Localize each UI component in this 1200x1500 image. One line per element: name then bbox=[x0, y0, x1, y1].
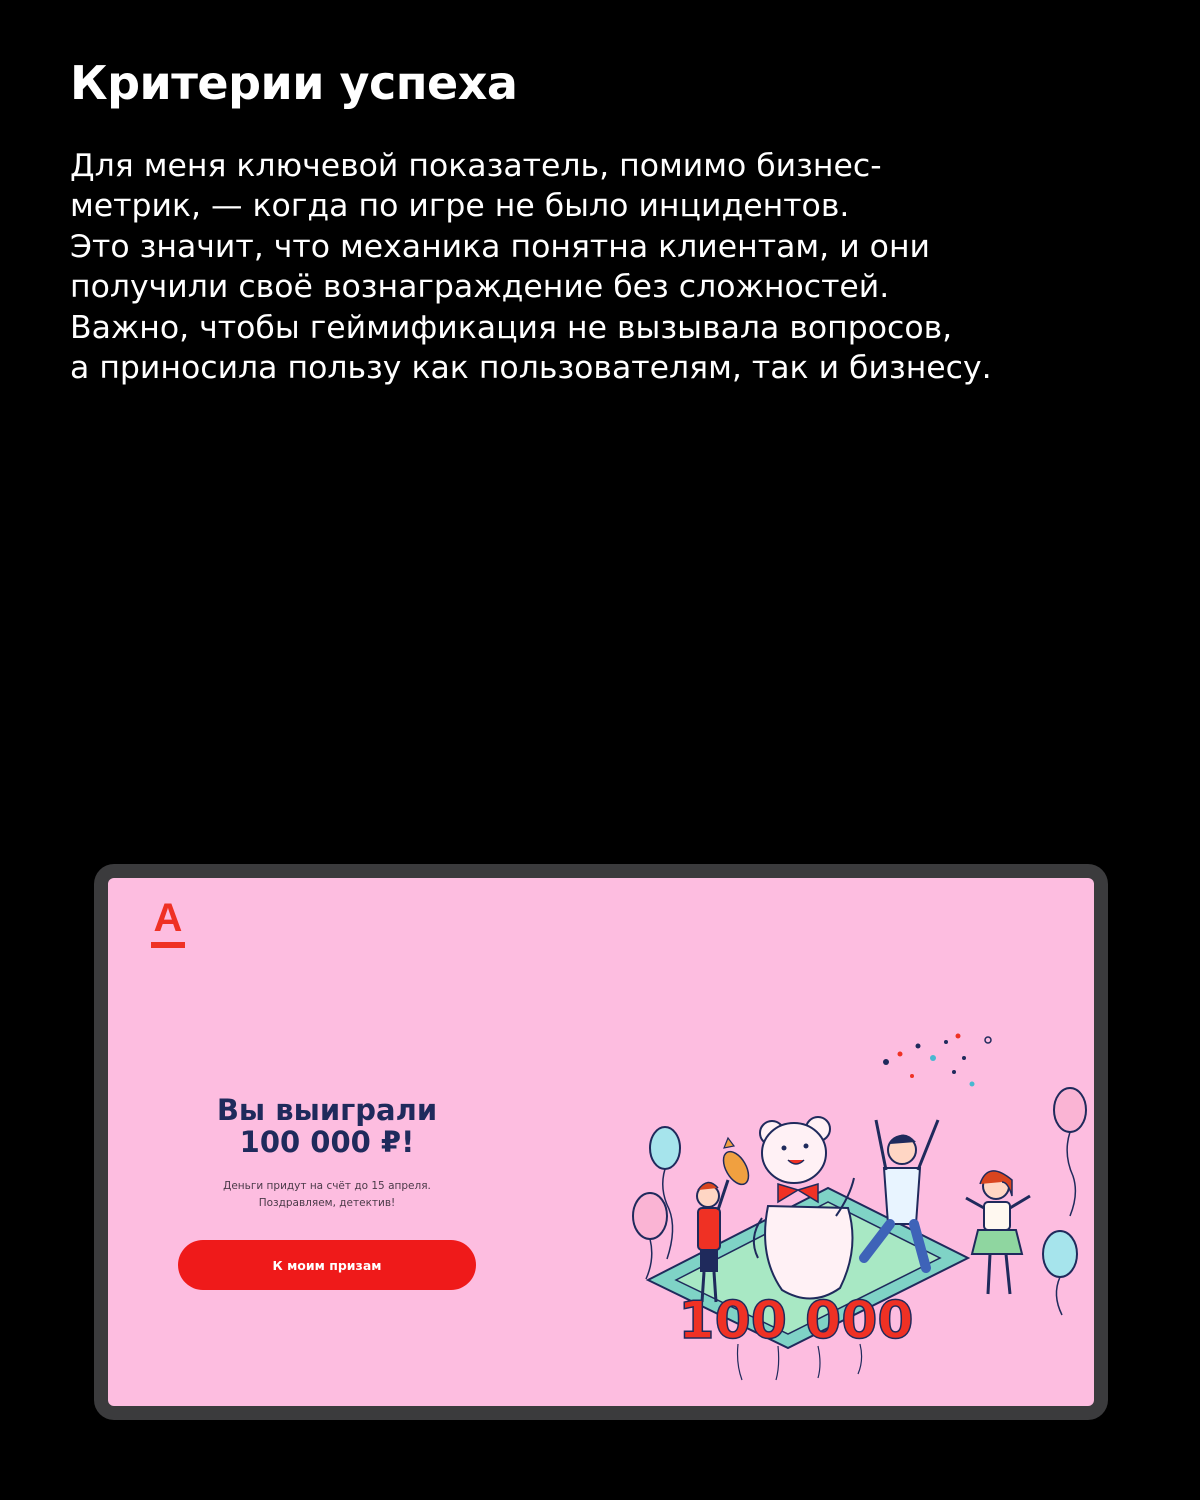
balloon-number-text: 100 000 bbox=[678, 1291, 914, 1351]
paragraph-line: метрик, — когда по игре не было инцидентов. bbox=[70, 188, 850, 225]
number-balloons bbox=[678, 1291, 913, 1380]
paragraph-line: Для меня ключевой показатель, помимо бизнес- bbox=[70, 148, 882, 184]
celebration-illustration bbox=[628, 1018, 1094, 1398]
win-title bbox=[168, 1094, 486, 1158]
paragraph-line: Это значит, что механика понятна клиентам, и они bbox=[70, 228, 931, 265]
win-subtitle-line: Поздравляем, детектив! bbox=[258, 1197, 396, 1209]
balloon-icon bbox=[633, 1193, 667, 1279]
cat-icon bbox=[718, 1138, 753, 1189]
confetti-icon bbox=[883, 1034, 991, 1087]
win-title-amount: 100 000 ₽! bbox=[239, 1125, 415, 1159]
balloon-icon bbox=[1043, 1231, 1077, 1315]
paragraph-line: а приносила пользу как пользователям, так и бизнесу. bbox=[70, 350, 992, 387]
alfa-logo-icon bbox=[148, 896, 188, 952]
paragraph-line: Важно, чтобы геймификация не вызывала вопросов, bbox=[70, 309, 953, 346]
win-screen bbox=[108, 878, 1094, 1406]
device-frame bbox=[94, 864, 1108, 1420]
article-paragraph bbox=[70, 146, 1150, 388]
win-subtitle-line: Деньги придут на счёт до 15 апреля. bbox=[223, 1180, 431, 1192]
person-icon bbox=[966, 1171, 1030, 1294]
logo-letter: А bbox=[153, 896, 183, 940]
logo-underline bbox=[151, 942, 185, 948]
paragraph-line: получили своё вознаграждение без сложностей. bbox=[70, 269, 890, 306]
my-prizes-button[interactable]: К моим призам bbox=[178, 1240, 476, 1290]
win-title-line: Вы выиграли bbox=[216, 1093, 438, 1127]
article-heading: Критерии успеха bbox=[70, 56, 518, 110]
balloon-icon bbox=[1054, 1088, 1086, 1216]
win-subtitle bbox=[168, 1178, 486, 1212]
